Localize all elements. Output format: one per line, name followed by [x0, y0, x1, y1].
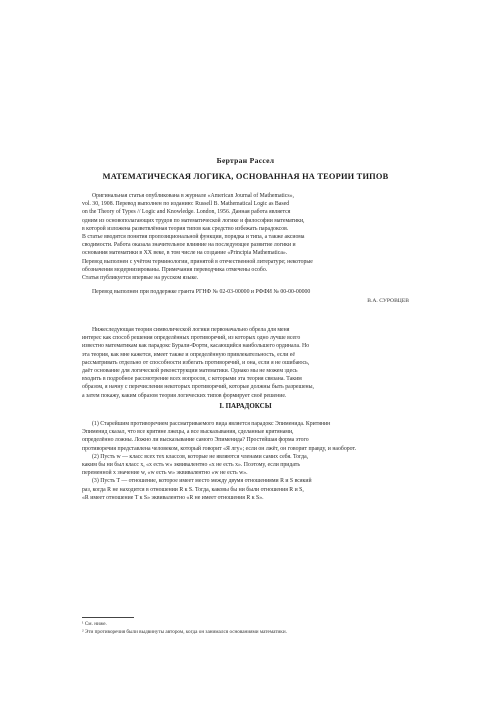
paradox-line: (3) Пусть T — отношение, которое имеет место между двумя отношениями R и S всякий: [92, 478, 312, 485]
paradox-line: Эпименид сказал, что все критяне лжецы, а все высказывания, сделанные критянами,: [82, 429, 294, 436]
intro-line: известно математикам как парадокс Бурали-Форти, касающийся наибольшего ординала. Но: [82, 343, 310, 350]
abstract-line: on the Theory of Types // Logic and Knowledge. London, 1956. Данная работа является: [82, 209, 291, 216]
translator-signature: В.А. СУРОВЦЕВ: [367, 298, 409, 304]
abstract-line: сводимости. Работа оказала значительное влияние на последующее развитие логики и: [82, 242, 296, 249]
intro-line: Нижеследующая теория символической логики первоначально обрела для меня: [92, 327, 290, 333]
paradox-line: (2) Пусть w — класс всех тех классов, которые не являются членами самих себя. Тогда,: [92, 453, 309, 460]
intro-line: а затем покажу, каким образом теория логических типов формирует своё решение.: [82, 392, 287, 399]
abstract-line: обозначения модернизированы. Примечания переводчика отмечены особо.: [82, 266, 268, 273]
abstract-line: vol. 30, 1908. Перевод выполнен по изданию: Russell B. Mathematical Logic as Based: [82, 201, 290, 208]
intro-line: рассматривать отдельно от способности избегать противоречий, и она, если я не ошибаюсь,: [82, 359, 310, 366]
footnote-rule: [82, 617, 134, 618]
abstract-line: в которой изложена разветвлённая теория типов как средство избежать парадоксов.: [82, 225, 289, 232]
footnote-1: ¹ См. ниже.: [82, 621, 107, 627]
abstract-line: Статья публикуется впервые на русском языке.: [82, 275, 199, 282]
abstract-line: основания математики в XX веке, в том числе на создание «Principia Mathematica».: [82, 250, 288, 257]
abstract-line: В статье вводятся понятия пропозициональной функции, порядка и типа, а также аксиома: [82, 234, 305, 241]
footnote-2: ² Эти противоречия были выдвинуты автором, когда он занимался основаниями математики.: [82, 629, 287, 635]
paradox-line: (1) Старейшим противоречием рассматриваемого вида является парадокс Эпименида. Критянин: [92, 421, 331, 427]
section-heading: I. ПАРАДОКСЫ: [219, 402, 272, 410]
intro-line: интерес как способ решения определённых противоречий, из которых одно лучше всего: [82, 335, 301, 342]
paradox-line: переменной x значение w, «w есть w» эквивалентно «w не есть w».: [82, 470, 248, 477]
intro-block: [82, 326, 412, 400]
intro-line: даёт основание для логической реконструкции математики. Однако мы не можем здесь: [82, 368, 298, 375]
abstract-line: Перевод выполнен с учётом терминологии, принятой в отечественной литературе; некоторые: [82, 258, 313, 265]
article-title: МАТЕМАТИЧЕСКАЯ ЛОГИКА, ОСНОВАННАЯ НА ТЕОРИИ ТИПОВ: [102, 172, 389, 181]
paradox-line: раз, когда R не находится в отношении R к S. Тогда, каковы бы ни были отношения R и S,: [82, 486, 304, 493]
paradox-line: противоречия представлена человеком, который говорит «Я лгу»; если он лжёт, он говорит правду, и наоборот.: [82, 445, 357, 452]
grant-note: [82, 288, 412, 296]
abstract-line: Оригинальная статья опубликована в журнале «American Journal of Mathematics»,: [92, 193, 294, 199]
intro-line: эта теория, как мне кажется, имеет также и определённую привлекательность, если её: [82, 351, 295, 358]
grant-note-text: Перевод выполнен при поддержке гранта РГНФ № 02-03-00000 и РФФИ № 00-00-00000: [92, 289, 311, 295]
paradox-line: каким бы ни был класс x, «x есть w» эквивалентно «x не есть x». Поэтому, если придать: [82, 462, 300, 469]
paradox-line: определённо ложны. Ложно ли высказывание самого Эпименида? Простейшая форма этого: [82, 437, 309, 444]
author-name: Бертран Рассел: [216, 156, 275, 165]
abstract-line: одним из основополагающих трудов по математической логике и философии математики,: [82, 217, 305, 224]
intro-line: входить в подробное рассмотрение всех вопросов, с которыми эта теория связана. Таким: [82, 376, 302, 383]
abstract-block: [82, 192, 412, 282]
paradoxes-block: [82, 420, 412, 502]
intro-line: образом, я начну с перечисления некоторых противоречий, которые должны быть разрешены,: [82, 384, 314, 391]
paradox-line: «R имеет отношение T к S» эквивалентно «R не имеет отношения R к S».: [82, 494, 264, 501]
